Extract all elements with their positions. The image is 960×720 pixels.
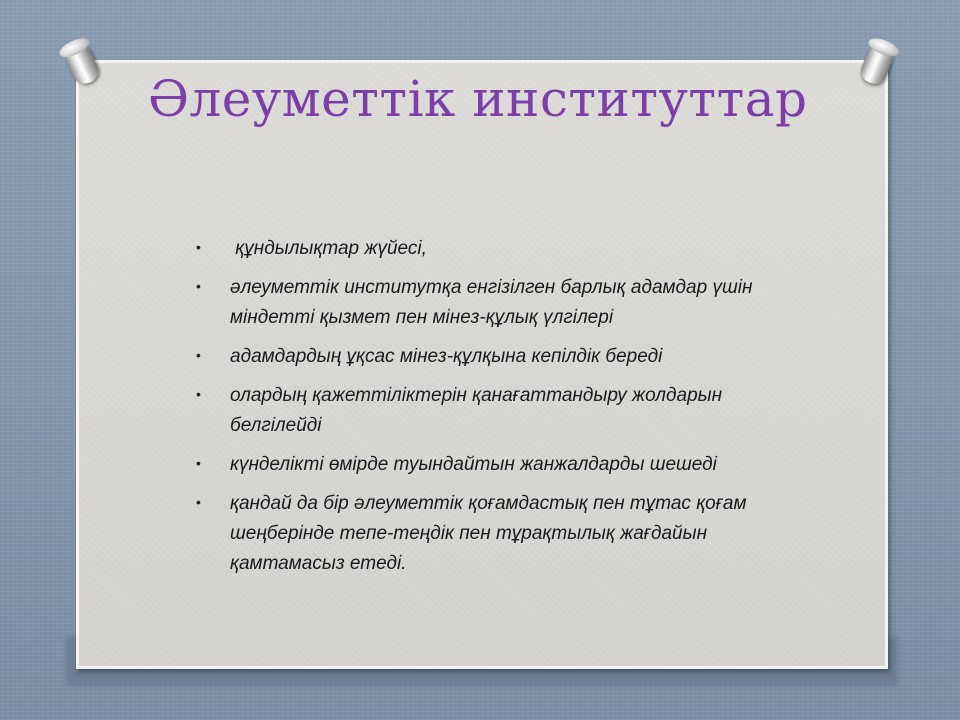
list-item — [196, 381, 816, 441]
list-item — [196, 234, 816, 264]
bullet-icon: • — [196, 347, 201, 363]
bullet-text: күнделікті өмірде туындайтын жанжалдарды шешеді — [230, 454, 717, 475]
bullet-text: әлеуметтік институтқа енгізілген барлық адамдар үшін міндетті қызмет пен мінез-құлық үлгілері — [230, 277, 753, 328]
bullet-list — [196, 234, 816, 588]
list-item — [196, 489, 816, 579]
bullet-text: олардың қажеттіліктерін қанағаттандыру жолдарын белгілейді — [230, 385, 723, 436]
list-item — [196, 342, 816, 372]
bullet-icon: • — [196, 239, 201, 255]
list-item — [196, 450, 816, 480]
bullet-text: қандай да бір әлеуметтік қоғамдастық пен тұтас қоғам шеңберінде тепе-теңдік пен тұрақтылық жағдайын қамтамасыз етеді. — [230, 493, 747, 574]
bullet-icon: • — [196, 455, 201, 471]
bullet-icon: • — [196, 494, 201, 510]
list-item — [196, 273, 816, 333]
bullet-icon: • — [196, 386, 201, 402]
bullet-icon: • — [196, 278, 201, 294]
bullet-text: құндылықтар жүйесі, — [230, 238, 427, 259]
bullet-text: адамдардың ұқсас мінез-құлқына кепілдік береді — [230, 346, 663, 367]
slide-title: Әлеуметтік институттар — [148, 70, 808, 128]
